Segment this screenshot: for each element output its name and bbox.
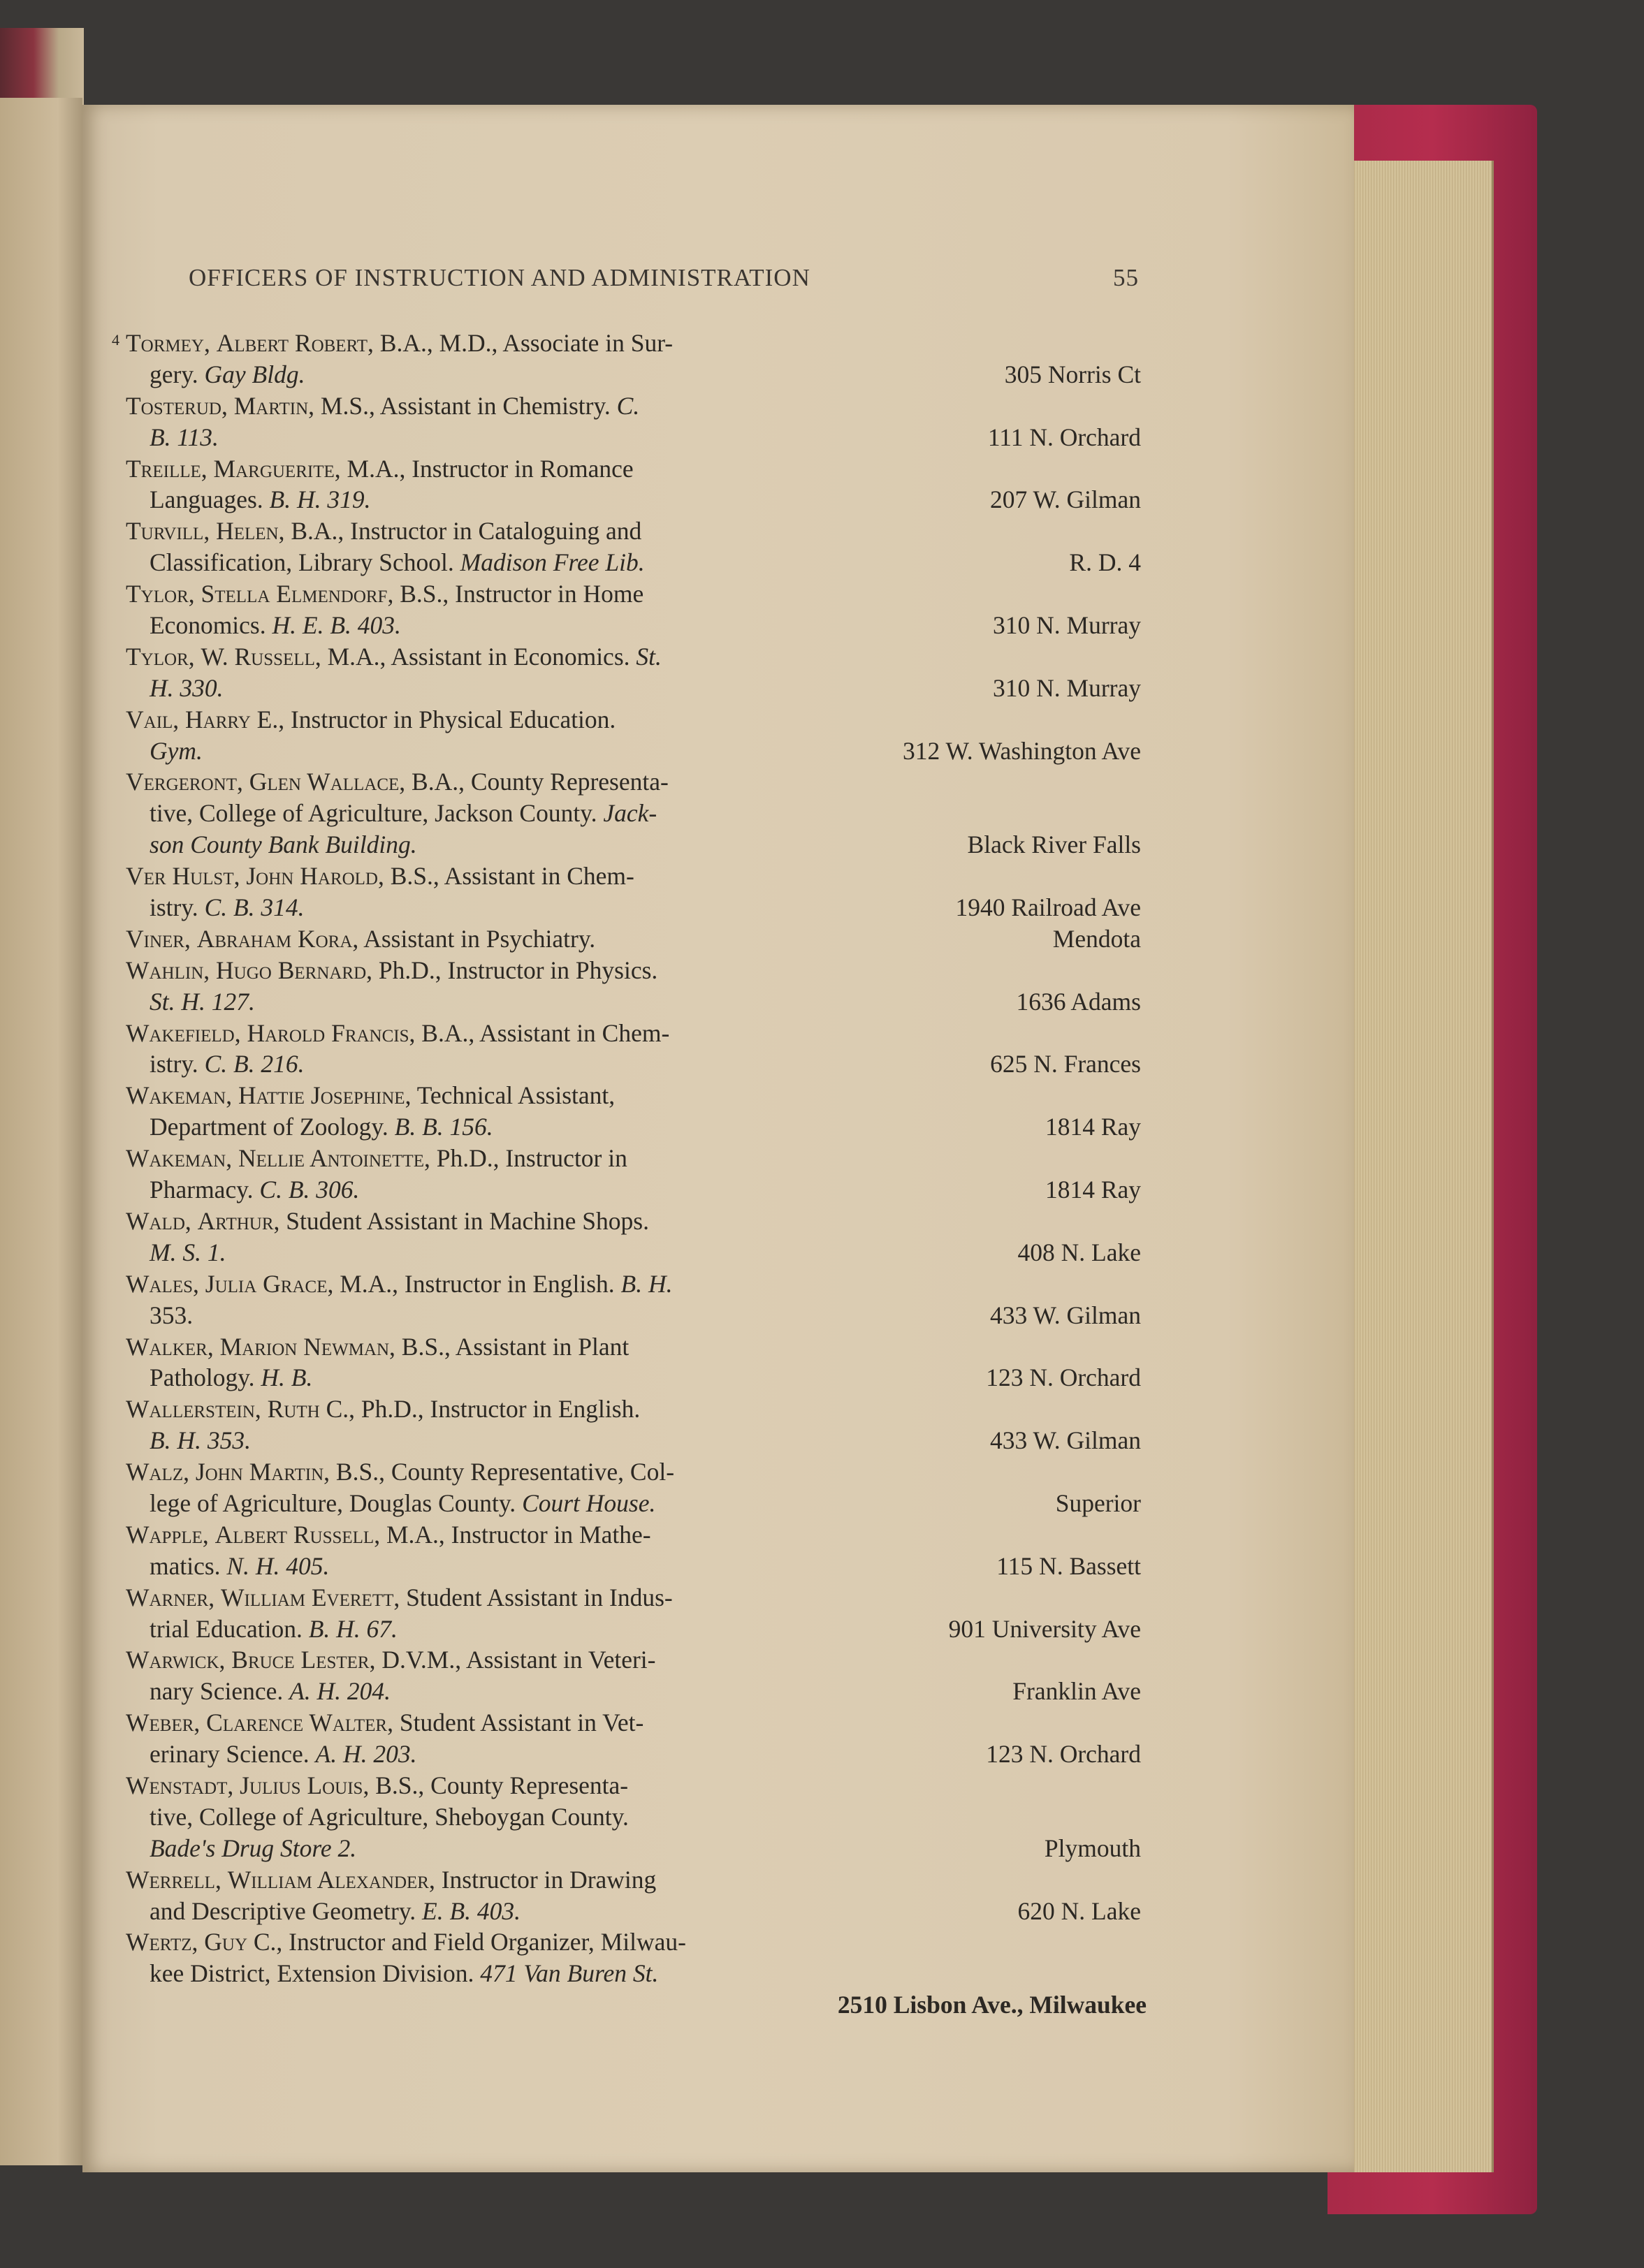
- entry-text: [126, 642, 662, 671]
- entry-address: R. D. 4: [1069, 548, 1141, 577]
- entry-description-cont: trial Education.: [150, 1614, 303, 1643]
- entry-surname: Wallerstein,: [126, 1395, 261, 1424]
- entry-surname: Vergeront,: [126, 768, 243, 796]
- entry-line: [0, 1332, 1644, 1363]
- entry-description: B.S., Assistant in Plant: [401, 1332, 630, 1361]
- entry-text: [150, 1175, 359, 1204]
- entry-description-cont: erinary Science.: [150, 1740, 310, 1769]
- entry-text: [150, 548, 645, 577]
- entry-location: N. H. 405.: [226, 1551, 330, 1580]
- entry-surname: Werrell,: [126, 1865, 221, 1894]
- entry-text: [126, 516, 641, 546]
- entry-surname: Viner,: [126, 924, 191, 953]
- entry-description-cont: tive, College of Agriculture, Jackson County.: [150, 799, 597, 828]
- entry-line: [0, 610, 1644, 642]
- entry-line: [0, 798, 1644, 830]
- entry-surname: Tormey,: [126, 329, 210, 357]
- entry-description-cont: Languages.: [150, 485, 263, 514]
- entry-address: 1814 Ray: [1045, 1176, 1141, 1204]
- entry-description: B.A., County Representa-: [412, 768, 669, 796]
- entry-line: [0, 454, 1644, 485]
- entry-text: [126, 579, 643, 608]
- entry-given-name: Clarence Walter,: [206, 1709, 393, 1737]
- entry-address: 207 W. Gilman: [990, 485, 1141, 514]
- entry-given-name: Bruce Lester,: [231, 1646, 376, 1674]
- entry-address: 115 N. Bassett: [996, 1551, 1141, 1580]
- entry-text: [150, 360, 305, 389]
- entry-given-name: William Everett,: [221, 1583, 400, 1611]
- leading-mark: 4: [112, 331, 119, 349]
- entry-given-name: Glen Wallace,: [249, 768, 406, 796]
- entry-line: [0, 924, 1644, 956]
- entry-description: Ph.D., Instructor in Physics.: [378, 956, 658, 984]
- entry-text: [126, 705, 616, 734]
- entry-surname: Warwick,: [126, 1646, 226, 1674]
- page-number: 55: [1113, 264, 1139, 291]
- entry-description: C., Ph.D., Instructor in English.: [326, 1395, 641, 1424]
- entry-line: [0, 1049, 1644, 1081]
- entry-address: 901 University Ave: [948, 1614, 1141, 1643]
- entry-given-name: Julius Louis,: [240, 1771, 370, 1799]
- entry-given-name: W. Russell,: [201, 642, 321, 671]
- entry-text: [150, 1802, 629, 1831]
- entry-text: [126, 454, 634, 483]
- entry-text: [126, 1206, 649, 1236]
- entry-location: B. H.: [620, 1269, 673, 1298]
- entry-line: [0, 1175, 1644, 1206]
- entry-surname: Wertz,: [126, 1928, 198, 1956]
- entry-address: 312 W. Washington Ave: [903, 736, 1141, 765]
- entry-address: 433 W. Gilman: [990, 1426, 1141, 1455]
- entry-location: A. H. 204.: [289, 1677, 391, 1706]
- entry-surname: Tylor,: [126, 580, 195, 608]
- entry-line: [0, 830, 1644, 861]
- entry-text: [150, 610, 401, 640]
- entry-description-cont: tive, College of Agriculture, Sheboygan County.: [150, 1802, 629, 1831]
- entry-line: [0, 1081, 1644, 1112]
- entry-line: [0, 1426, 1644, 1457]
- entry-description: Assistant in Psychiatry.: [363, 924, 596, 953]
- entry-line: [0, 1363, 1644, 1394]
- entry-text: [150, 830, 417, 859]
- entry-description: B.S., County Representative, Col-: [335, 1458, 675, 1486]
- entry-location: 471 Van Buren St.: [480, 1959, 659, 1988]
- entry-given-name: Arthur,: [197, 1206, 280, 1235]
- entry-description-cont: gery.: [150, 360, 198, 388]
- entry-surname: Vail,: [126, 705, 180, 733]
- entry-description: Ph.D., Instructor in: [436, 1144, 627, 1173]
- entry-line: [0, 1896, 1644, 1928]
- entry-surname: Weber,: [126, 1709, 201, 1737]
- entry-description-cont: 353.: [150, 1301, 194, 1329]
- entry-text: [126, 1645, 656, 1674]
- entry-text: [126, 861, 634, 891]
- entry-description: Student Assistant in Machine Shops.: [286, 1206, 649, 1235]
- entry-location: A. H. 203.: [315, 1740, 417, 1769]
- entry-address: 2510 Lisbon Ave., Milwaukee: [837, 1991, 1147, 2019]
- entry-text: [150, 736, 203, 766]
- entry-surname: Wenstadt,: [126, 1771, 234, 1799]
- entry-line: [0, 1520, 1644, 1551]
- entry-location: C. B. 216.: [204, 1050, 305, 1078]
- entry-line: [0, 1301, 1644, 1332]
- entry-line: [0, 360, 1644, 391]
- entry-text: [126, 1332, 629, 1361]
- entry-given-name: Albert Robert,: [216, 329, 374, 357]
- entry-surname: Wapple,: [126, 1520, 209, 1549]
- entry-line: [0, 1708, 1644, 1739]
- entry-given-name: Ruth: [267, 1395, 320, 1424]
- entry-surname: Wahlin,: [126, 956, 210, 984]
- entry-given-name: Harry: [185, 705, 251, 733]
- entry-surname: Treille,: [126, 454, 208, 483]
- entry-line: [0, 423, 1644, 454]
- entry-location: St. H. 127.: [150, 987, 255, 1016]
- entry-address: 620 N. Lake: [1017, 1896, 1141, 1925]
- entry-text: [150, 1112, 493, 1141]
- entry-location: St.: [636, 642, 662, 671]
- entry-address: Mendota: [1052, 924, 1141, 953]
- entry-location: Bade's Drug Store 2.: [150, 1834, 357, 1862]
- entry-address: 123 N. Orchard: [986, 1363, 1141, 1392]
- entry-surname: Tosterud,: [126, 391, 228, 420]
- entry-address: Superior: [1055, 1488, 1141, 1517]
- entry-text: [126, 1583, 673, 1612]
- entry-text: [150, 1426, 251, 1455]
- entry-text: [126, 1708, 643, 1737]
- entry-given-name: John Harold,: [246, 862, 384, 891]
- entry-location: Court House.: [522, 1488, 656, 1517]
- entry-description-cont: Classification, Library School.: [150, 548, 454, 577]
- entry-line: [0, 1645, 1644, 1676]
- entry-text: [150, 1238, 226, 1267]
- entry-location: B. H. 67.: [308, 1614, 398, 1643]
- entry-line: [0, 1112, 1644, 1143]
- entry-line: [0, 1990, 1644, 2021]
- entry-surname: Ver Hulst,: [126, 862, 240, 891]
- entry-given-name: Helen,: [216, 517, 285, 546]
- entry-address: 1940 Railroad Ave: [955, 893, 1141, 922]
- entry-surname: Walker,: [126, 1332, 214, 1361]
- entry-address: 310 N. Murray: [993, 673, 1141, 702]
- entry-description: Instructor in Drawing: [441, 1865, 657, 1894]
- directory-listing: [0, 328, 1644, 2021]
- entry-line: [0, 1457, 1644, 1488]
- entry-text: [126, 1394, 640, 1424]
- entry-location: Gay Bldg.: [204, 360, 305, 388]
- entry-text: [126, 1865, 656, 1894]
- entry-line: [0, 956, 1644, 987]
- entry-description-cont: istry.: [150, 893, 198, 922]
- entry-location: Madison Free Lib.: [460, 548, 645, 577]
- entry-line: [0, 1802, 1644, 1834]
- entry-location: E. B. 403.: [422, 1896, 521, 1925]
- entry-address: 433 W. Gilman: [990, 1301, 1141, 1329]
- entry-surname: Warner,: [126, 1583, 215, 1611]
- entry-description: Student Assistant in Vet-: [399, 1709, 644, 1737]
- entry-line: [0, 1614, 1644, 1646]
- entry-description: B.S., Assistant in Chem-: [390, 862, 634, 891]
- entry-text: [150, 1049, 305, 1078]
- entry-given-name: Marguerite,: [213, 454, 341, 483]
- entry-text: [126, 767, 669, 796]
- entry-line: [0, 328, 1644, 360]
- entry-given-name: Marion Newman,: [219, 1332, 395, 1361]
- entry-given-name: Abraham Kora,: [196, 924, 359, 953]
- entry-description: B.S., County Representa-: [375, 1771, 629, 1799]
- entry-surname: Tylor,: [126, 642, 195, 671]
- entry-description: D.V.M., Assistant in Veteri-: [381, 1646, 656, 1674]
- entry-line: [0, 1551, 1644, 1583]
- entry-line: [0, 1488, 1644, 1520]
- entry-given-name: Martin,: [233, 391, 315, 420]
- entry-given-name: Nellie Antoinette,: [238, 1144, 430, 1173]
- entry-line: [0, 893, 1644, 924]
- entry-location: Gym.: [150, 736, 203, 765]
- entry-address: 1814 Ray: [1045, 1113, 1141, 1141]
- entry-location: B. H. 353.: [150, 1426, 251, 1455]
- entry-text: [150, 798, 657, 828]
- entry-description-cont: and Descriptive Geometry.: [150, 1896, 416, 1925]
- entry-text: [126, 1457, 674, 1486]
- entry-text: [150, 423, 219, 452]
- entry-text: [126, 924, 595, 953]
- entry-surname: Wakeman,: [126, 1081, 233, 1110]
- entry-address: 310 N. Murray: [993, 611, 1141, 640]
- entry-surname: Turvill,: [126, 517, 210, 546]
- entry-address: 625 N. Frances: [990, 1050, 1141, 1078]
- entry-given-name: John Martin,: [195, 1458, 330, 1486]
- entry-location: H. B.: [261, 1363, 313, 1392]
- entry-location: C.: [616, 391, 640, 420]
- entry-given-name: Stella Elmendorf,: [201, 580, 394, 608]
- entry-line: [0, 1834, 1644, 1865]
- entry-line: [0, 1865, 1644, 1896]
- entry-description-cont: kee District, Extension Division.: [150, 1959, 474, 1988]
- entry-location: M. S. 1.: [150, 1238, 226, 1266]
- entry-line: [0, 1269, 1644, 1301]
- entry-description: B.S., Instructor in Home: [400, 580, 644, 608]
- entry-text: [150, 1551, 329, 1581]
- entry-location: B. H. 319.: [269, 485, 371, 514]
- entry-address: 111 N. Orchard: [987, 423, 1141, 451]
- entry-given-name: Harold Francis,: [247, 1018, 416, 1047]
- entry-description-cont: Department of Zoology.: [150, 1113, 388, 1141]
- entry-description: B.A., M.D., Associate in Sur-: [379, 329, 674, 357]
- entry-description-cont: lege of Agriculture, Douglas County.: [150, 1488, 516, 1517]
- entry-location: H. 330.: [150, 673, 224, 702]
- entry-line: [0, 767, 1644, 798]
- entry-location: son County Bank Building.: [150, 831, 417, 859]
- entry-text: [150, 485, 370, 514]
- entry-line: [0, 1959, 1644, 1990]
- entry-text: [126, 328, 673, 358]
- entry-text: [150, 1834, 356, 1863]
- entry-text: [126, 1771, 628, 1800]
- entry-surname: Wakefield,: [126, 1018, 241, 1047]
- entry-line: [0, 736, 1644, 768]
- entry-text: [126, 1143, 627, 1173]
- entry-description: Student Assistant in Indus-: [406, 1583, 673, 1611]
- entry-line: [0, 1583, 1644, 1614]
- entry-text: [126, 956, 657, 985]
- entry-text: [150, 987, 255, 1016]
- entry-description: M.S., Assistant in Chemistry.: [320, 391, 611, 420]
- entry-line: [0, 391, 1644, 423]
- entry-text: [126, 391, 639, 420]
- entry-line: [0, 861, 1644, 893]
- entry-line: [0, 1143, 1644, 1175]
- entry-description: M.A., Assistant in Economics.: [327, 642, 630, 671]
- entry-text: [150, 673, 224, 703]
- entry-description-cont: istry.: [150, 1050, 198, 1078]
- entry-address: Franklin Ave: [1012, 1677, 1141, 1706]
- entry-line: [0, 516, 1644, 548]
- entry-description-cont: Pharmacy.: [150, 1176, 254, 1204]
- entry-surname: Wales,: [126, 1269, 199, 1298]
- entry-line: [0, 1206, 1644, 1238]
- entry-address: 123 N. Orchard: [986, 1740, 1141, 1769]
- entry-text: [150, 1739, 416, 1769]
- entry-line: [0, 548, 1644, 579]
- entry-address: 408 N. Lake: [1017, 1238, 1141, 1266]
- entry-address: Plymouth: [1044, 1834, 1141, 1862]
- entry-text: [126, 1081, 615, 1110]
- entry-text: [150, 1488, 655, 1518]
- entry-text: [150, 1363, 312, 1392]
- entry-text: [150, 893, 305, 922]
- entry-line: [0, 1238, 1644, 1269]
- entry-text: [126, 1927, 686, 1956]
- entry-given-name: Albert Russell,: [214, 1520, 381, 1549]
- entry-line: [0, 987, 1644, 1018]
- entry-given-name: Hattie Josephine,: [238, 1081, 412, 1110]
- entry-address: 1636 Adams: [1016, 987, 1141, 1016]
- entry-description: M.A., Instructor in English.: [340, 1269, 615, 1298]
- entry-description: M.A., Instructor in Mathe-: [386, 1520, 651, 1549]
- entry-given-name: Guy: [204, 1928, 247, 1956]
- entry-line: [0, 642, 1644, 673]
- entry-address: Black River Falls: [967, 831, 1141, 859]
- entry-text: [150, 1959, 658, 1988]
- entry-description-cont: Pathology.: [150, 1363, 255, 1392]
- entry-line: [0, 1018, 1644, 1050]
- entry-surname: Wakeman,: [126, 1144, 233, 1173]
- entry-line: [0, 485, 1644, 516]
- entry-location: C. B. 306.: [259, 1176, 360, 1204]
- entry-description-cont: matics.: [150, 1551, 221, 1580]
- entry-text: [126, 1269, 673, 1298]
- entry-location: B. B. 156.: [394, 1113, 493, 1141]
- entry-address: 305 Norris Ct: [1004, 360, 1141, 388]
- entry-description-cont: nary Science.: [150, 1677, 284, 1706]
- entry-text: [126, 1520, 651, 1549]
- entry-line: [0, 1771, 1644, 1802]
- running-header-title: OFFICERS OF INSTRUCTION AND ADMINISTRATION: [189, 264, 810, 291]
- entry-location: Jack-: [603, 799, 657, 828]
- entry-line: [0, 1739, 1644, 1771]
- entry-given-name: Hugo Bernard,: [216, 956, 373, 984]
- entry-surname: Wald,: [126, 1206, 191, 1235]
- entry-location: H. E. B. 403.: [272, 611, 401, 640]
- entry-line: [0, 1927, 1644, 1959]
- entry-text: [150, 1676, 391, 1706]
- entry-description: B.A., Assistant in Chem-: [421, 1018, 670, 1047]
- entry-description: B.A., Instructor in Cataloguing and: [291, 517, 642, 546]
- entry-surname: Walz,: [126, 1458, 189, 1486]
- entry-location: C. B. 314.: [204, 893, 305, 922]
- entry-given-name: Julia Grace,: [205, 1269, 334, 1298]
- entry-text: [150, 1614, 398, 1644]
- entry-line: [0, 579, 1644, 610]
- entry-line: [0, 673, 1644, 705]
- entry-text: [126, 1018, 669, 1048]
- entry-location: B. 113.: [150, 423, 219, 451]
- entry-text: [150, 1301, 193, 1330]
- entry-description: M.A., Instructor in Romance: [347, 454, 634, 483]
- entry-line: [0, 705, 1644, 736]
- entry-description: E., Instructor in Physical Education.: [256, 705, 616, 733]
- entry-text: [150, 1896, 521, 1926]
- entry-line: [0, 1676, 1644, 1708]
- entry-line: [0, 1394, 1644, 1426]
- entry-description: Technical Assistant,: [416, 1081, 616, 1110]
- entry-description-cont: Economics.: [150, 611, 266, 640]
- entry-given-name: William Alexander,: [227, 1865, 435, 1894]
- entry-description: C., Instructor and Field Organizer, Milwau-: [253, 1928, 686, 1956]
